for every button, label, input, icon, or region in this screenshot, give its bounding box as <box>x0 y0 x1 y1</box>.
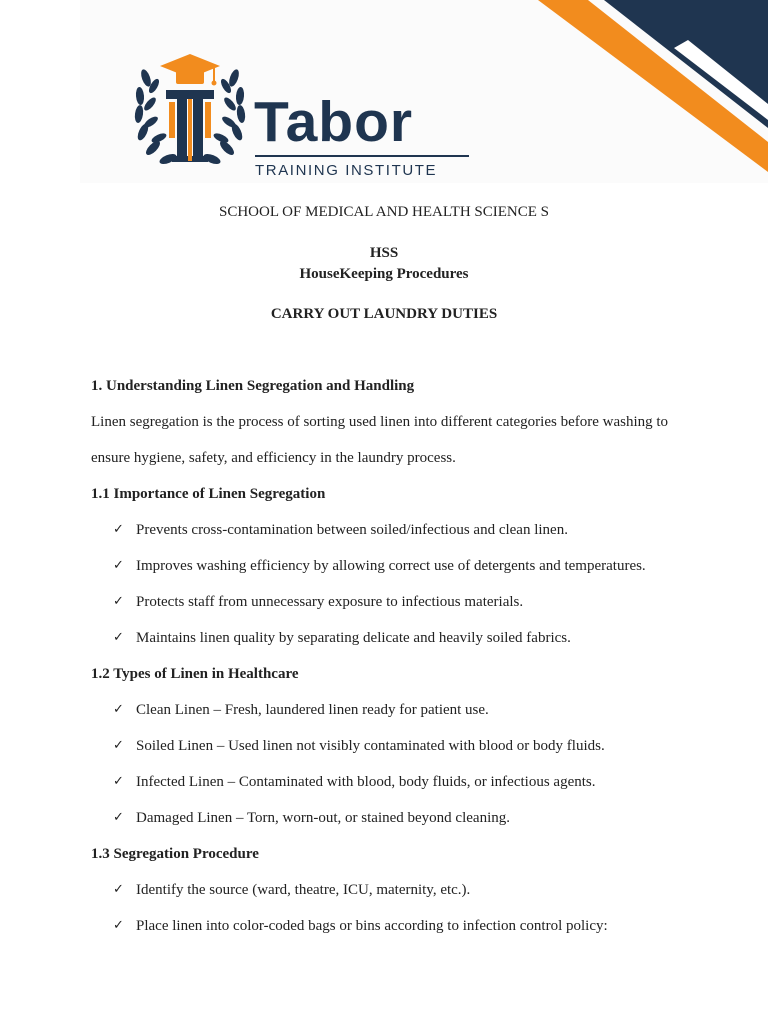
section-heading: 1. Understanding Linen Segregation and Handling <box>91 378 415 394</box>
graduation-cap-icon <box>160 54 220 86</box>
tabor-logo <box>132 52 472 180</box>
importance-list <box>91 520 691 664</box>
list-item <box>91 628 691 664</box>
check-icon: ✓ <box>113 630 124 645</box>
list-item-text: Place linen into color-coded bags or bins according to infection control policy: <box>136 918 608 934</box>
list-item <box>91 556 691 592</box>
laurel-wreath-icon <box>132 52 252 180</box>
brand-tagline: TRAINING INSTITUTE <box>255 162 438 179</box>
list-item <box>91 736 691 772</box>
unit-title: CARRY OUT LAUNDRY DUTIES <box>270 306 498 322</box>
program-code: HSS <box>369 245 399 261</box>
check-icon: ✓ <box>113 558 124 573</box>
check-icon: ✓ <box>113 810 124 825</box>
intro-paragraph <box>91 404 691 476</box>
list-item <box>91 520 691 556</box>
subsection-heading: 1.1 Importance of Linen Segregation <box>91 486 326 502</box>
corner-stripes-decoration <box>538 0 768 180</box>
list-item <box>91 808 691 844</box>
check-icon: ✓ <box>113 702 124 717</box>
paragraph-line: ensure hygiene, safety, and efficiency in the laundry process. <box>91 450 456 466</box>
list-item <box>91 916 691 952</box>
list-item-text: Protects staff from unnecessary exposure to infectious materials. <box>136 594 524 610</box>
check-icon: ✓ <box>113 522 124 537</box>
list-item-text: Soiled Linen – Used linen not visibly contaminated with blood or body fluids. <box>136 738 605 754</box>
list-item-text: Infected Linen – Contaminated with blood, body fluids, or infectious agents. <box>136 774 596 790</box>
check-icon: ✓ <box>113 594 124 609</box>
check-icon: ✓ <box>113 738 124 753</box>
list-item <box>91 592 691 628</box>
subsection-heading: 1.2 Types of Linen in Healthcare <box>91 666 299 682</box>
list-item-text: Damaged Linen – Torn, worn-out, or stained beyond cleaning. <box>136 810 510 826</box>
paragraph-line: Linen segregation is the process of sorting used linen into different categories before washing to <box>91 414 669 430</box>
document-body <box>91 376 691 952</box>
check-icon: ✓ <box>113 918 124 933</box>
check-icon: ✓ <box>113 774 124 789</box>
procedure-list <box>91 880 691 952</box>
check-icon: ✓ <box>113 882 124 897</box>
course-title: HouseKeeping Procedures <box>299 266 469 282</box>
school-name: SCHOOL OF MEDICAL AND HEALTH SCIENCE S <box>218 204 550 220</box>
logo-divider <box>255 155 469 157</box>
list-item-text: Clean Linen – Fresh, laundered linen ready for patient use. <box>136 702 489 718</box>
linen-types-list <box>91 700 691 844</box>
list-item-text: Maintains linen quality by separating delicate and heavily soiled fabrics. <box>136 630 571 646</box>
subsection-heading: 1.3 Segregation Procedure <box>91 846 259 862</box>
list-item-text: Prevents cross-contamination between soiled/infectious and clean linen. <box>136 522 568 538</box>
list-item <box>91 880 691 916</box>
list-item-text: Improves washing efficiency by allowing correct use of detergents and temperatures. <box>136 558 646 574</box>
list-item-text: Identify the source (ward, theatre, ICU, maternity, etc.). <box>136 882 471 898</box>
brand-name: Tabor <box>254 90 414 154</box>
list-item <box>91 700 691 736</box>
list-item <box>91 772 691 808</box>
